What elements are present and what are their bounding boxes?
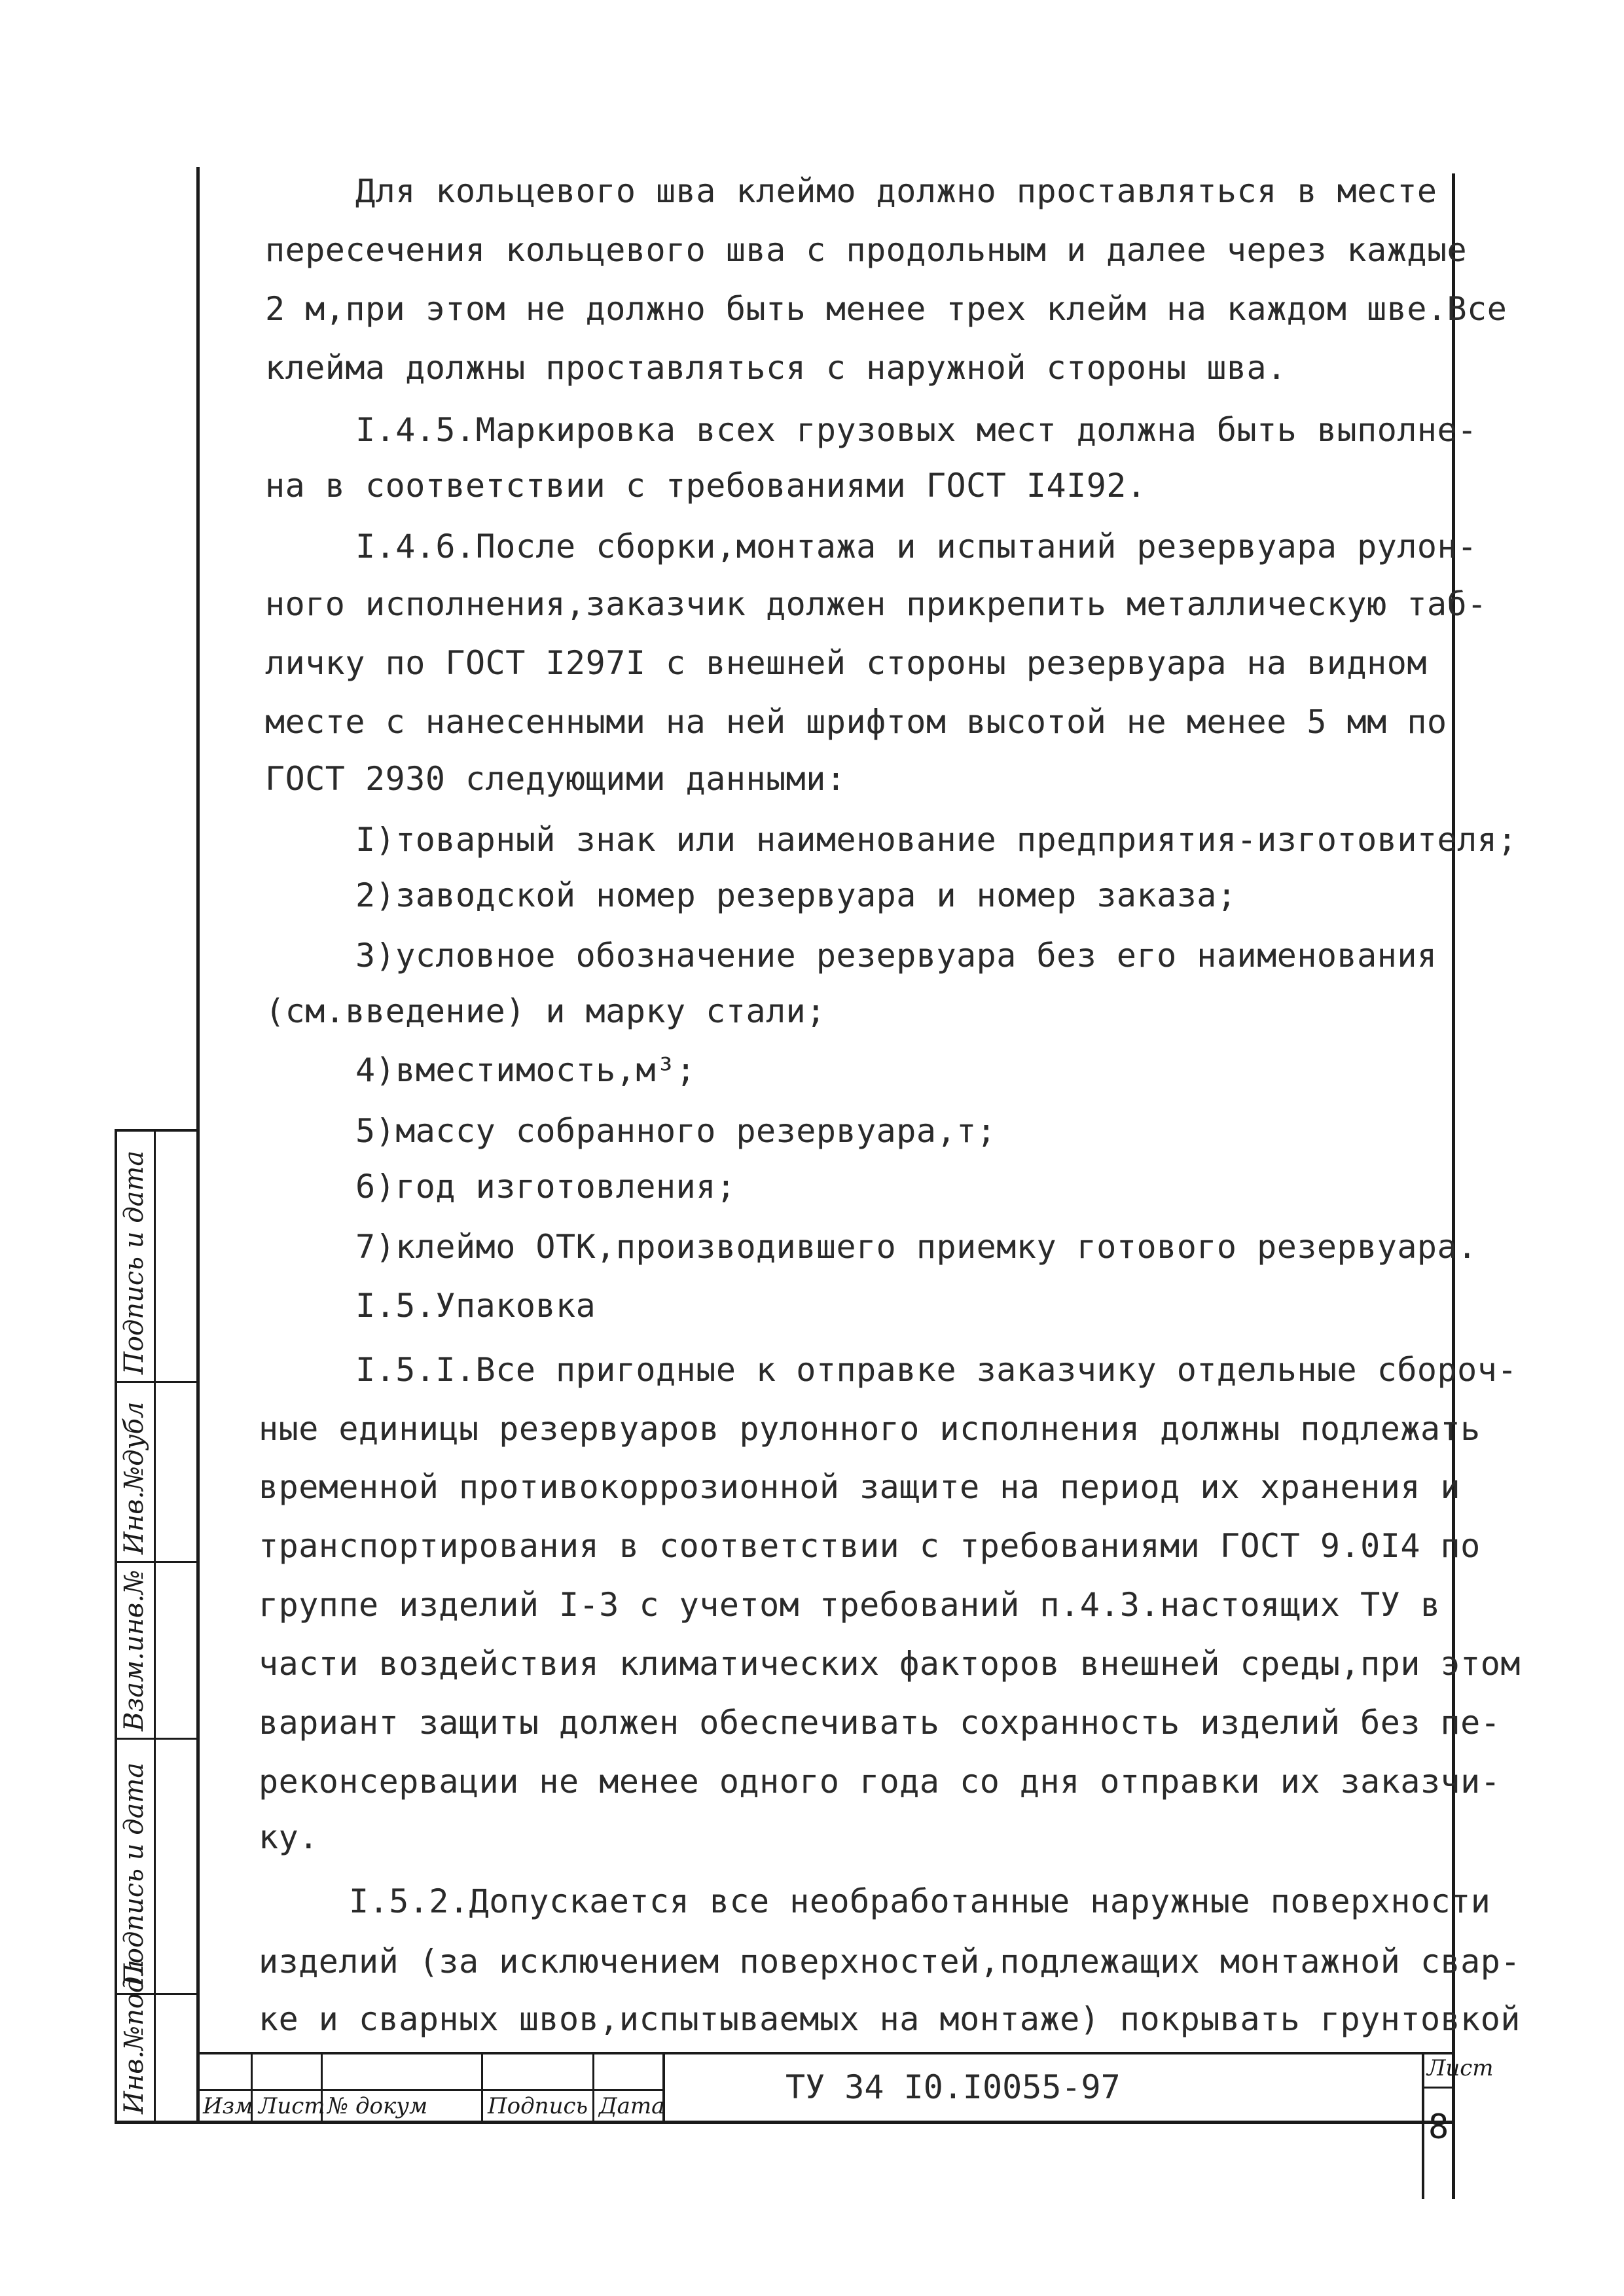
text-line: ку. [259, 1818, 319, 1856]
text-line: реконсервации не менее одного года со дня отправки их заказчи- [259, 1763, 1501, 1801]
text-line: 7)клеймо ОТК,производившего приемку готового резервуара. [355, 1228, 1477, 1266]
text-line: временной противокоррозионной защите на период их хранения и [259, 1468, 1461, 1506]
frame-bottom-line [115, 2121, 1455, 2124]
side-label-vzam-inv: Взам.инв.№ [119, 1570, 149, 1731]
text-line: группе изделий I-3 с учетом требований п.4.3.настоящих ТУ в [259, 1586, 1441, 1624]
frame-left-line [196, 167, 200, 2121]
text-line: клейма должны проставляться с наружной стороны шва. [265, 349, 1287, 387]
title-block-header-list: Лист [259, 2093, 325, 2119]
side-label-sign-date-1: Подпись и дата [119, 1762, 149, 1986]
text-line: I.5.Упаковка [355, 1287, 596, 1325]
text-line: (см.введение) и марку стали; [265, 992, 826, 1030]
text-line: личку по ГОСТ I297I с внешней стороны резервуара на видном [265, 644, 1427, 682]
text-line: 4)вместимость,м³; [355, 1051, 696, 1089]
text-line: пересечения кольцевого шва с продольным и далее через каждые [265, 231, 1468, 269]
side-label-inv-dubl: Инв.№дубл [119, 1401, 149, 1554]
text-line: I)товарный знак или наименование предприятия-изготовителя; [355, 821, 1517, 859]
text-line: 6)год изготовления; [355, 1168, 736, 1206]
text-line: месте с нанесенными на ней шрифтом высотой не менее 5 мм по [265, 703, 1447, 741]
side-label-inv-podl: Инв.№подл [119, 1960, 149, 2114]
title-block-header-sign: Подпись [488, 2093, 588, 2119]
document-code: ТУ 34 I0.I0055-97 [785, 2068, 1121, 2106]
text-line: I.4.6.После сборки,монтажа и испытаний резервуара рулон- [355, 528, 1477, 565]
text-line: транспортирования в соответствии с требованиями ГОСТ 9.0I4 по [259, 1527, 1481, 1565]
text-line: 2 м,при этом не должно быть менее трех клейм на каждом шве.Все [265, 290, 1507, 328]
text-line: I.5.I.Все пригодные к отправке заказчику отдельные сбороч- [355, 1351, 1517, 1389]
text-line: Для кольцевого шва клеймо должно проставляться в месте [355, 172, 1437, 210]
sheet-number: 8 [1428, 2108, 1449, 2147]
text-line: 3)условное обозначение резервуара без его наименования [355, 937, 1437, 975]
text-line: 2)заводской номер резервуара и номер заказа; [355, 876, 1237, 914]
sheet-label: Лист [1427, 2055, 1494, 2081]
title-block-header-date: Дата [599, 2093, 665, 2119]
text-line: ГОСТ 2930 следующими данными: [265, 760, 846, 798]
text-line: части воздействия климатических факторов внешней среды,при этом [259, 1645, 1521, 1683]
title-block-header-izm: Изм [203, 2093, 253, 2119]
text-line: ного исполнения,заказчик должен прикрепить металлическую таб- [265, 585, 1487, 623]
title-block-header-doc: № докум [327, 2093, 428, 2119]
text-line: I.5.2.Допускается все необработанные наружные поверхности [349, 1882, 1491, 1920]
text-line: вариант защиты должен обеспечивать сохранность изделий без пе- [259, 1704, 1501, 1742]
text-line: на в соответствии с требованиями ГОСТ I4I92. [265, 467, 1147, 505]
text-line: 5)массу собранного резервуара,т; [355, 1112, 997, 1150]
side-label-sign-date-2: Подпись и дата [119, 1150, 149, 1374]
text-line: ные единицы резервуаров рулонного исполнения должны подлежать [259, 1410, 1481, 1448]
text-line: I.4.5.Маркировка всех грузовых мест должна быть выполне- [355, 411, 1477, 449]
text-line: ке и сварных швов,испытываемых на монтаже) покрывать грунтовкой [259, 2000, 1521, 2038]
text-line: изделий (за исключением поверхностей,подлежащих монтажной свар- [259, 1943, 1521, 1981]
